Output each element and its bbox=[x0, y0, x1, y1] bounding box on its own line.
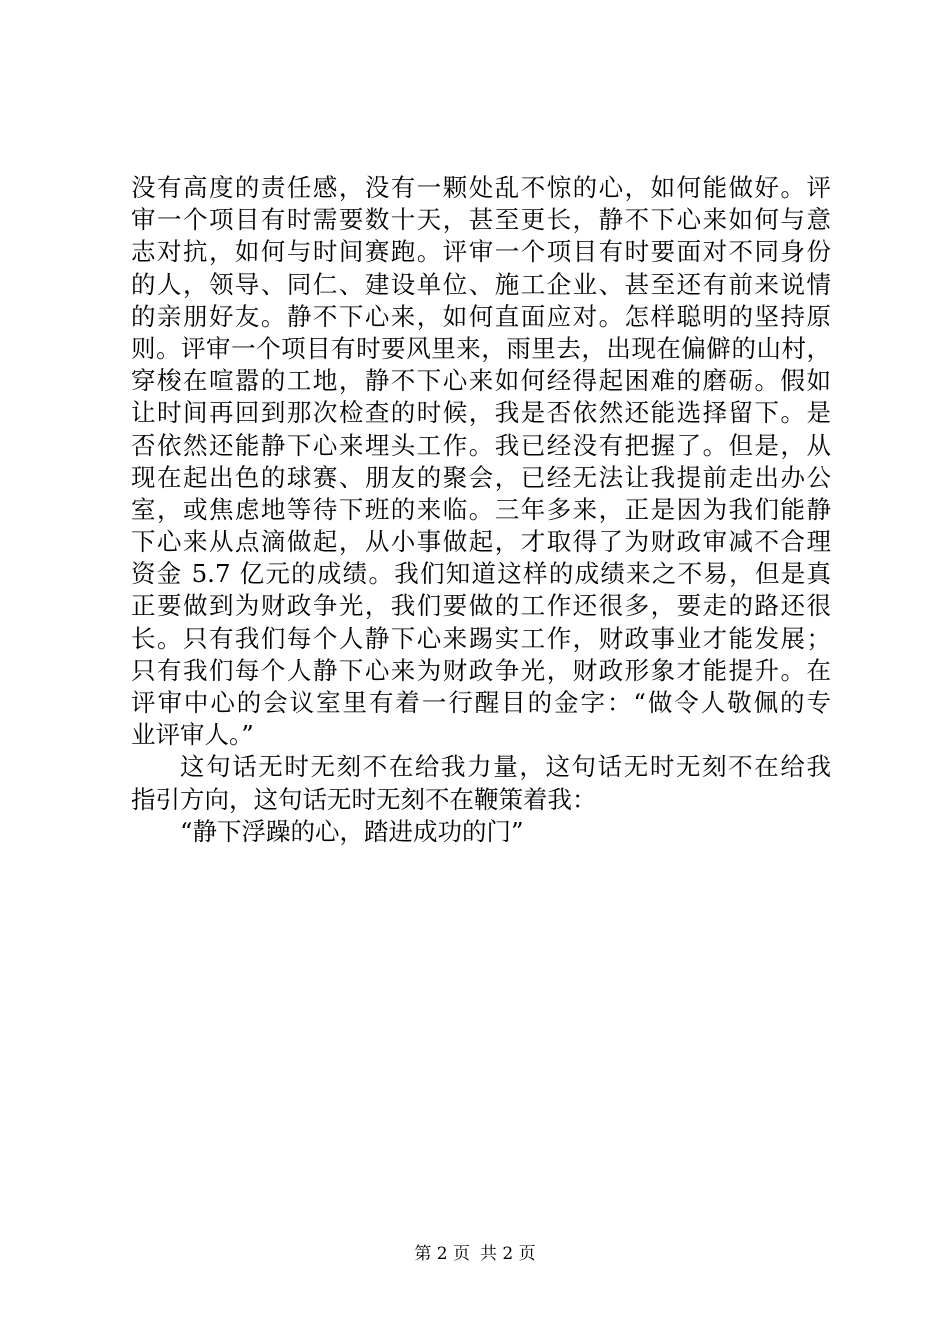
closing-quote-line: “静下浮躁的心，踏进成功的门” bbox=[180, 816, 524, 846]
text-line: 没有高度的责任感，没有一颗处乱不惊的心，如何能做好。评 bbox=[131, 173, 831, 202]
text-line: 穿梭在喧嚣的工地，静不下心来如何经得起困难的磨砺。假如 bbox=[131, 366, 831, 396]
page-total: 共 2 页 bbox=[480, 1244, 536, 1264]
paragraph-first-line: 这句话无时无刻不在给我力量，这句话无时无刻不在给我 bbox=[180, 752, 831, 782]
text-line: 的人，领导、同仁、建设单位、施工企业、甚至还有前来说情 bbox=[131, 269, 831, 299]
text-line: 只有我们每个人静下心来为财政争光，财政形象才能提升。在 bbox=[131, 655, 831, 685]
text-line: 正要做到为财政争光，我们要做的工作还很多，要走的路还很 bbox=[131, 591, 831, 621]
text-line: 让时间再回到那次检查的时候，我是否依然还能选择留下。是 bbox=[131, 398, 831, 428]
text-line: 审一个项目有时需要数十天，甚至更长，静不下心来如何与意 bbox=[131, 205, 831, 235]
text-line: 业评审人。” bbox=[131, 720, 254, 750]
page-number: 第 2 页 bbox=[414, 1244, 470, 1264]
text-line: 否依然还能静下心来埋头工作。我已经没有把握了。但是，从 bbox=[131, 430, 831, 460]
text-line: 下心来从点滴做起，从小事做起，才取得了为财政审减不合理 bbox=[131, 527, 831, 557]
text-line: 指引方向，这句话无时无刻不在鞭策着我： bbox=[131, 784, 597, 814]
document-body bbox=[131, 172, 831, 848]
text-line: 资金 5.7 亿元的成绩。我们知道这样的成绩来之不易，但是真 bbox=[131, 559, 831, 589]
text-line: 评审中心的会议室里有着一行醒目的金字：“做令人敬佩的专 bbox=[131, 688, 831, 717]
text-line: 室，或焦虑地等待下班的来临。三年多来，正是因为我们能静 bbox=[131, 494, 831, 524]
text-line: 现在起出色的球赛、朋友的聚会，已经无法让我提前走出办公 bbox=[131, 462, 831, 492]
page-footer bbox=[0, 1243, 950, 1265]
text-line: 长。只有我们每个人静下心来踢实工作，财政事业才能发展； bbox=[131, 623, 831, 653]
text-line: 志对抗，如何与时间赛跑。评审一个项目有时要面对不同身份 bbox=[131, 237, 831, 267]
text-line: 则。评审一个项目有时要风里来，雨里去，出现在偏僻的山村， bbox=[131, 333, 831, 363]
text-line: 的亲朋好友。静不下心来，如何直面应对。怎样聪明的坚持原 bbox=[131, 301, 831, 331]
